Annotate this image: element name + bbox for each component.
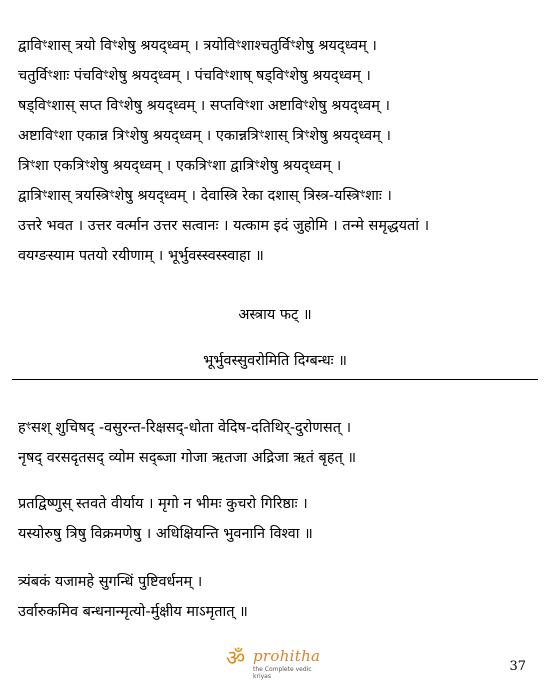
verse-line: नृषद् वरसदृतसद् व्योम सद्ब्जा गोजा ऋतजा अद्रिजा ऋतं बृहत् ॥ bbox=[18, 450, 357, 466]
verse-line: द्वात्रिꣳशास् त्रयस्त्रिꣳशेषु श्रयद्ध्वम् । देवास्त्रि रेका दशास् त्रिस्त्र-यस्त्रिꣳशाः । bbox=[18, 188, 392, 204]
verse-line: चतुर्विꣳशाः पंचविꣳशेषु श्रयद्ध्वम् । पंचविꣳशाष् षड्विꣳशेषु श्रयद्ध्वम् । bbox=[18, 68, 371, 84]
prohitha-logo bbox=[226, 646, 322, 680]
verse-line: षड्विꣳशास् सप्त विꣳशेषु श्रयद्ध्वम् । सप्तविꣳशा अष्टाविꣳशेषु श्रयद्ध्वम् । bbox=[18, 98, 390, 114]
om-icon: ॐ bbox=[226, 646, 246, 670]
section-divider bbox=[12, 379, 538, 380]
verse-line: यस्योरुषु त्रिषु विक्रमणेषु । अधिक्षियन्ति भुवनानि विश्वा ॥ bbox=[18, 526, 313, 542]
verse-line: त्र्यंबकं यजामहे सुगन्धिं पुष्टिवर्धनम् । bbox=[18, 574, 203, 590]
verse-line: प्रतद्विष्णुस् स्तवते वीर्याय । मृगो न भीमः कुचरो गिरिष्ठाः । bbox=[18, 496, 308, 512]
verse-line: द्वाविꣳशास् त्रयो विꣳशेषु श्रयद्ध्वम् । त्रयोविꣳशाश्चतुर्विꣳशेषु श्रयद्ध्वम् । bbox=[18, 38, 377, 54]
verse-line: अष्टाविꣳशा एकान्न त्रिꣳशेषु श्रयद्ध्वम् । एकान्नत्रिꣳशास् त्रिꣳशेषु श्रयद्ध्वम् । bbox=[18, 128, 391, 144]
verse-line: हꣳसश् शुचिषद् -वसुरन्त-रिक्षसद्-धोता वेदिष-दतिथिर्-दुरोणसत् । bbox=[18, 420, 352, 436]
verse-line: उत्तरे भवत । उत्तर वर्त्मान उत्तर सत्वानः । यत्काम इदं जुहोमि । तन्मे समृद्धयतां । bbox=[18, 218, 430, 234]
astraya-line: अस्त्राय फट् ॥ bbox=[238, 307, 312, 323]
verse-line: वयग्ङस्याम पतयो रयीणाम् । भूर्भुवस्स्वस्स्वाहा ॥ bbox=[18, 248, 264, 264]
page-number: 37 bbox=[509, 659, 526, 674]
verse-line: त्रिꣳशा एकत्रिꣳशेषु श्रयद्ध्वम् । एकत्रिꣳशा द्वात्रिꣳशेषु श्रयद्ध्वम् । bbox=[18, 158, 342, 174]
verse-line: उर्वारुकमिव बन्धनान्मृत्यो-र्मुक्षीय माऽमृतात् ॥ bbox=[18, 604, 248, 620]
brand-tagline: the Complete vedic kriyas bbox=[253, 666, 312, 680]
digbandha-line: भूर्भुवस्सुवरोमिति दिग्बन्धः ॥ bbox=[203, 353, 347, 369]
brand-name: prohitha bbox=[253, 647, 321, 665]
